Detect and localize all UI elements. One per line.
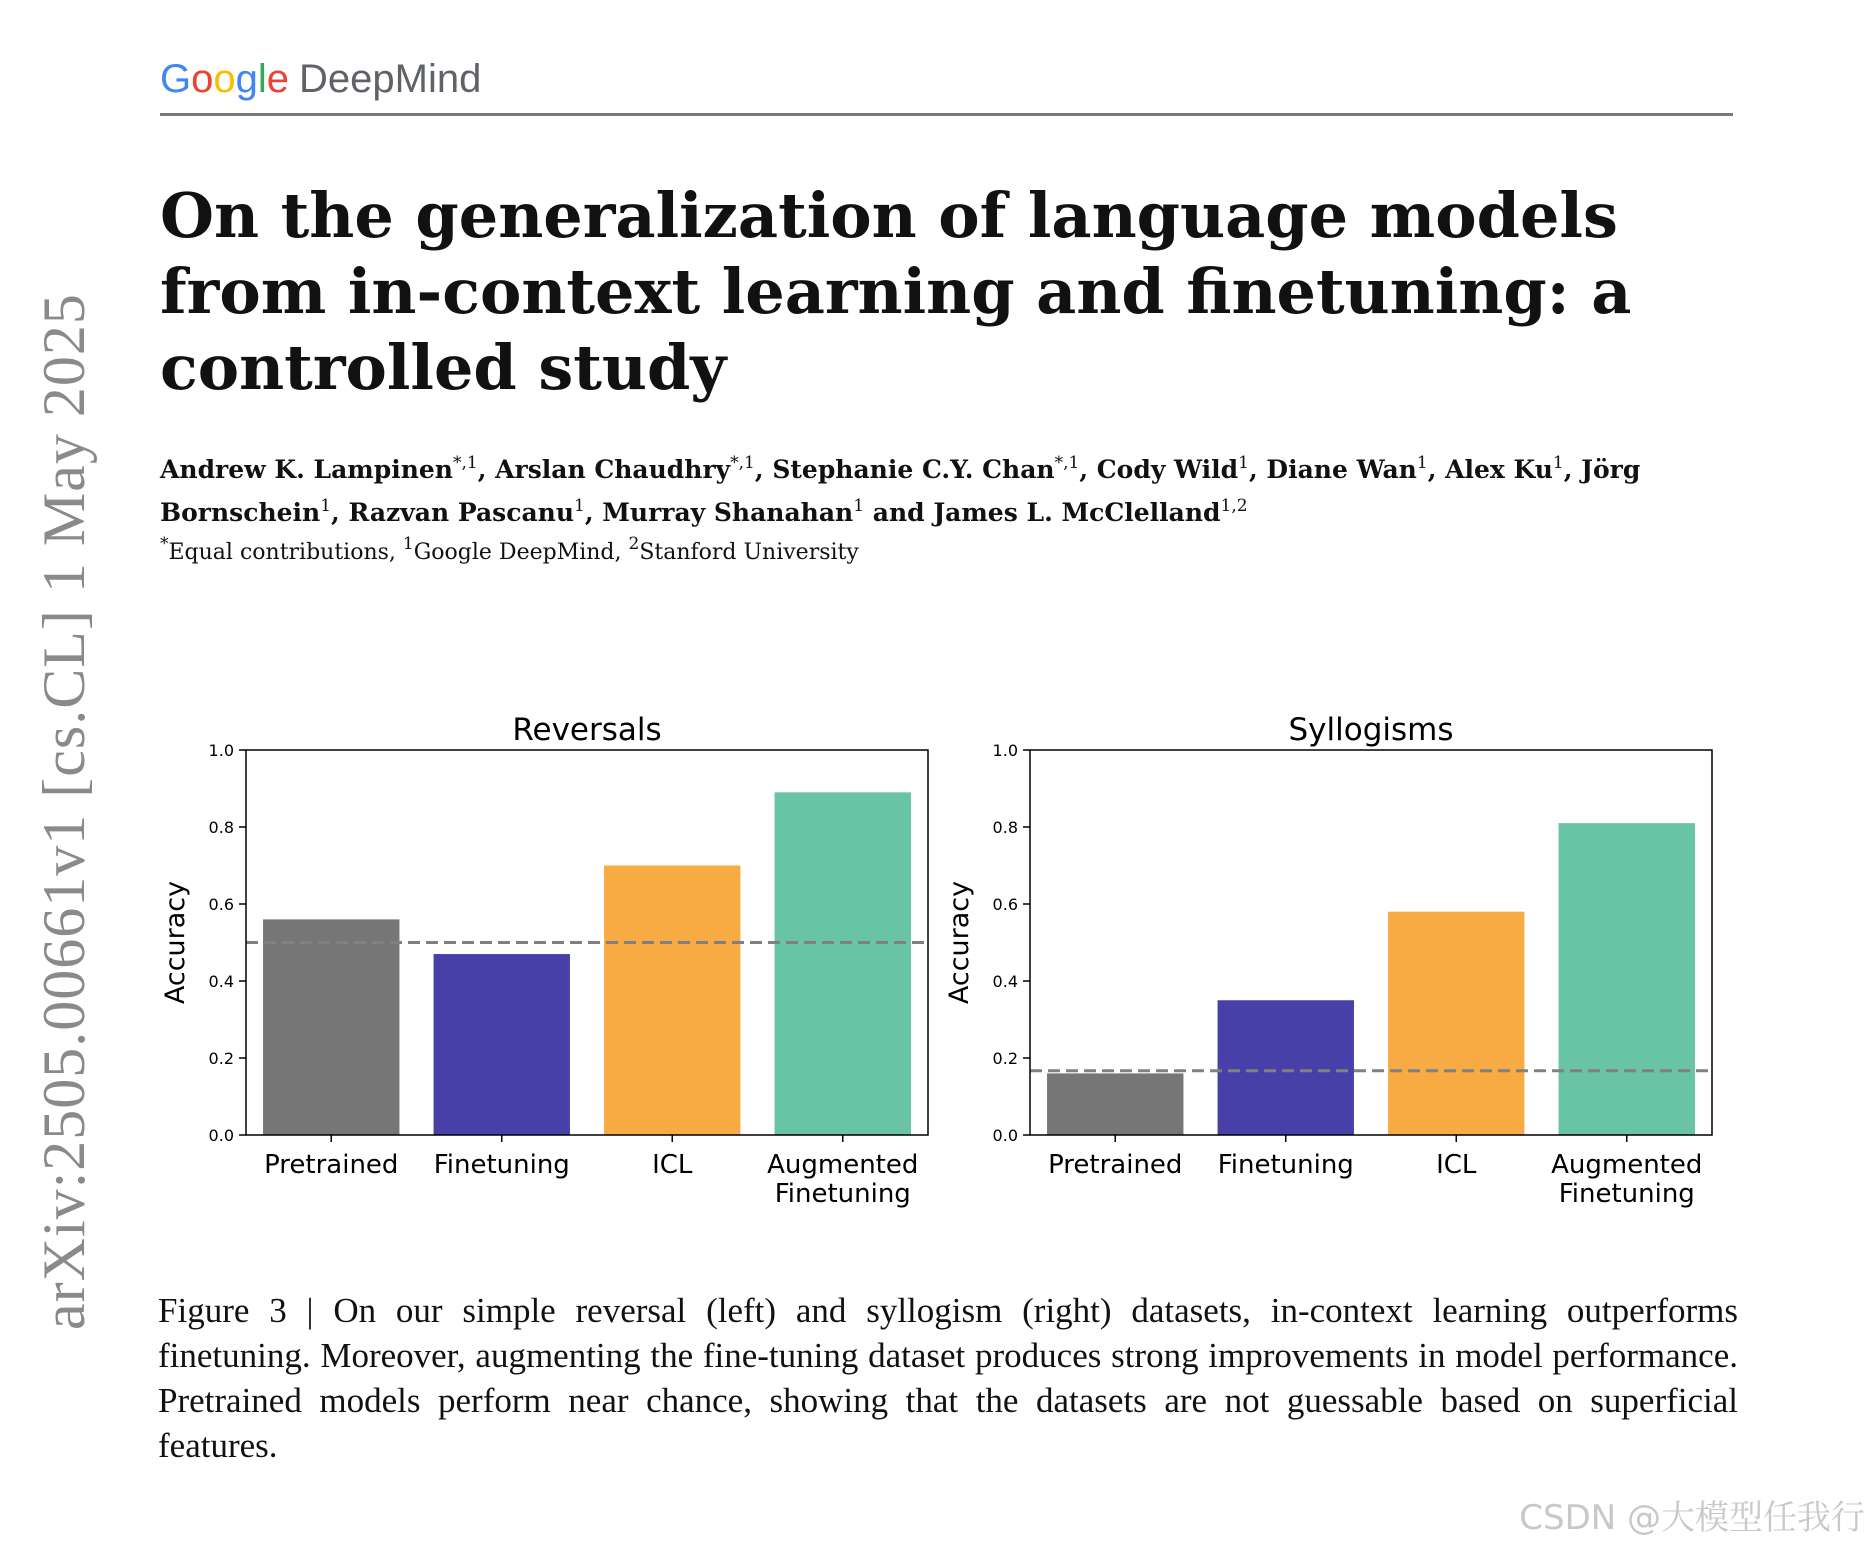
y-tick-label: 0.2 [208,1049,234,1068]
header-divider [160,113,1733,116]
arxiv-identifier-stamp: arXiv:2505.00661v1 [cs.CL] 1 May 2025 [31,293,97,1330]
affiliation-text: Stanford University [639,540,859,565]
chart-title: Syllogisms [1288,712,1454,748]
csdn-watermark: CSDN @大模型任我行 [1519,1498,1865,1538]
author-affiliation-marker: 1 [853,496,865,516]
y-tick-label: 1.0 [992,741,1018,760]
author-name: Cody Wild [1096,455,1239,484]
bar-finetuning [1218,1000,1354,1135]
x-tick-label: Finetuning [774,1179,911,1209]
x-tick-label: Finetuning [1558,1179,1695,1209]
deepmind-wordmark: DeepMind [299,57,482,101]
y-tick-label: 0.2 [992,1049,1018,1068]
author-affiliation-marker: *,1 [730,453,755,473]
x-tick-label: ICL [1436,1150,1477,1180]
y-tick-label: 0.4 [992,972,1018,991]
bar-augmented-finetuning [775,792,911,1135]
author-affiliation-marker: *,1 [452,453,478,473]
affiliations [160,534,859,568]
figure-3 [150,695,1750,1235]
page-header [160,55,1733,103]
x-tick-label: Pretrained [264,1150,399,1180]
figure-3-charts [150,695,1750,1235]
y-tick-label: 0.0 [992,1126,1018,1145]
author-affiliation-marker: 1 [574,496,585,516]
y-axis-label: Accuracy [944,880,975,1005]
google-wordmark: Google [160,57,290,101]
paper-title: On the generalization of language models from in-context learning and finetuning: a controlled study [160,179,1632,404]
author-name: Murray Shanahan [602,498,854,527]
affiliation-text: Google DeepMind, [413,540,629,565]
y-tick-label: 0.4 [208,972,234,991]
chart-syllogisms [944,712,1712,1209]
author-name: Alex Ku [1445,455,1553,484]
y-axis-label: Accuracy [160,880,191,1005]
y-tick-label: 1.0 [208,741,234,760]
x-tick-label: Augmented [1551,1150,1703,1180]
bar-augmented-finetuning [1559,823,1695,1135]
author-name: Andrew K. Lampinen [160,455,453,484]
author-name: James L. McClelland [933,498,1221,527]
author-name: Diane Wan [1266,455,1417,484]
author-name: Jörg Bornschein [160,455,1641,527]
author-affiliation-marker: *,1 [1054,453,1080,473]
y-tick-label: 0.0 [208,1126,234,1145]
y-tick-label: 0.8 [992,818,1018,837]
x-tick-label: Finetuning [1217,1150,1354,1180]
author-name: Razvan Pascanu [348,498,574,527]
bar-icl [1388,912,1524,1135]
y-tick-label: 0.6 [208,895,234,914]
y-tick-label: 0.6 [992,895,1018,914]
x-tick-label: Pretrained [1048,1150,1183,1180]
affiliation-marker: 2 [628,534,640,554]
bar-finetuning [434,954,570,1135]
x-tick-label: Finetuning [433,1150,570,1180]
affiliation-marker: * [160,534,169,554]
figure-caption: Figure 3 | On our simple reversal (left) and syllogism (right) datasets, in-context learning outperforms finetuning. Moreover, augmenting the fine-tuning dataset produces strong improvements in model performance. Pretrained models perform near chance, showing that the datasets are not guessable based on superficial features. [158,1291,1738,1465]
chart-title: Reversals [512,712,662,748]
x-tick-label: ICL [652,1150,693,1180]
author-name: Stephanie C.Y. Chan [772,455,1055,484]
author-affiliation-marker: 1 [1238,453,1249,473]
bar-pretrained [1047,1073,1183,1135]
author-affiliation-marker: 1 [320,496,332,516]
affiliation-text: Equal contributions, [168,540,403,565]
google-deepmind-logo [160,55,1733,103]
bar-pretrained [263,919,399,1135]
bar-icl [604,866,740,1136]
author-affiliation-marker: 1 [1416,453,1428,473]
author-name: Arslan Chaudhry [495,455,731,484]
affiliation-marker: 1 [402,534,414,554]
author-list: Andrew K. Lampinen$^{*,1}$, Arslan Chaudhry$^{*,1}$, Stephanie C.Y. Chan$^{*,1}$, Cody Wild$^1$, Diane Wan$^1$, Alex Ku$^1$, Jörg Bornschein$^1$, Razvan Pascanu$^1$, Murray Shanahan$^1$ and James L. McClelland$^{1,2}$ [160,453,1641,527]
chart-reversals [160,712,928,1209]
x-tick-label: Augmented [767,1150,919,1180]
author-affiliation-marker: 1,2 [1220,496,1248,516]
author-affiliation-marker: 1 [1552,453,1564,473]
y-tick-label: 0.8 [208,818,234,837]
